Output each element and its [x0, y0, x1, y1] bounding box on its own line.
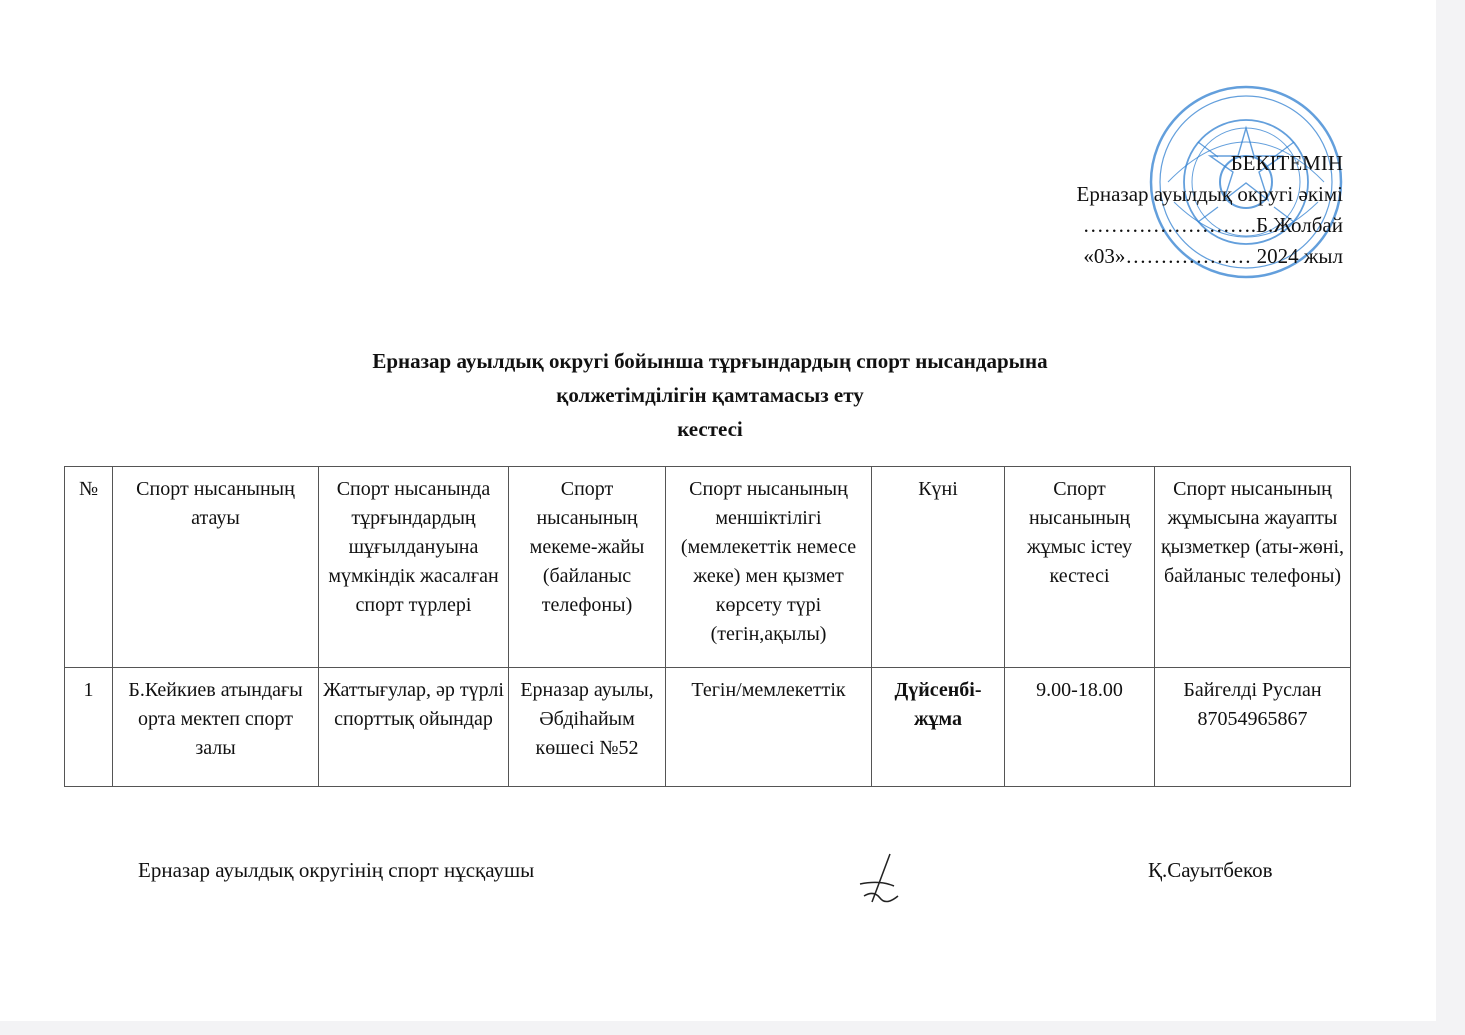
cell-schedule: 9.00-18.00 [1005, 668, 1155, 787]
header-number: № [65, 467, 113, 668]
schedule-table [64, 466, 1351, 787]
header-responsible: Спорт нысанының жұмысына жауапты қызметкер (аты-жөні, байланыс телефоны) [1155, 467, 1351, 668]
title-line-2: қолжетімділігін қамтамасыз ету [556, 383, 864, 407]
cell-sport-types: Жаттығулар, әр түрлі спорттық ойындар [319, 668, 509, 787]
header-ownership: Спорт нысанының меншіктілігі (мемлекеттік немесе жеке) мен қызмет көрсету түрі (тегін,ақылы) [666, 467, 872, 668]
header-schedule: Спорт нысанының жұмыс істеу кестесі [1005, 467, 1155, 668]
approval-date: «03»……………… 2024 жыл [1083, 244, 1343, 268]
approval-block [1077, 148, 1343, 272]
table-row [65, 668, 1351, 787]
cell-days: Дүйсенбі-жұма [872, 668, 1005, 787]
footer-position: Ерназар ауылдық округінің спорт нұсқаушы [138, 858, 535, 882]
header-days: Күні [872, 467, 1005, 668]
approval-signatory: …………………….Б.Жолбай [1082, 213, 1343, 237]
footer-signatory-name: Қ.Сауытбеков [1148, 858, 1273, 882]
document-title [210, 344, 1210, 446]
cell-facility-name: Б.Кейкиев атындағы орта мектеп спорт залы [113, 668, 319, 787]
title-line-3: кестесі [677, 417, 743, 441]
cell-responsible: Байгелді Руслан 87054965867 [1155, 668, 1351, 787]
cell-ownership: Тегін/мемлекеттік [666, 668, 872, 787]
handwritten-signature-icon [850, 850, 910, 910]
cell-number: 1 [65, 668, 113, 787]
header-sport-types: Спорт нысанында тұрғындардың шұғылдануына мүмкіндік жасалған спорт түрлері [319, 467, 509, 668]
table-header-row [65, 467, 1351, 668]
cell-address: Ерназар ауылы, Әбдіһайым көшесі №52 [509, 668, 666, 787]
approval-position: Ерназар ауылдық округі әкімі [1076, 182, 1343, 206]
header-facility-name: Спорт нысанының атауы [113, 467, 319, 668]
title-line-1: Ерназар ауылдық округі бойынша тұрғындардың спорт нысандарына [372, 349, 1048, 373]
header-address: Спорт нысанының мекеме-жайы (байланыс телефоны) [509, 467, 666, 668]
approval-heading: БЕКІТЕМІН [1230, 151, 1343, 175]
